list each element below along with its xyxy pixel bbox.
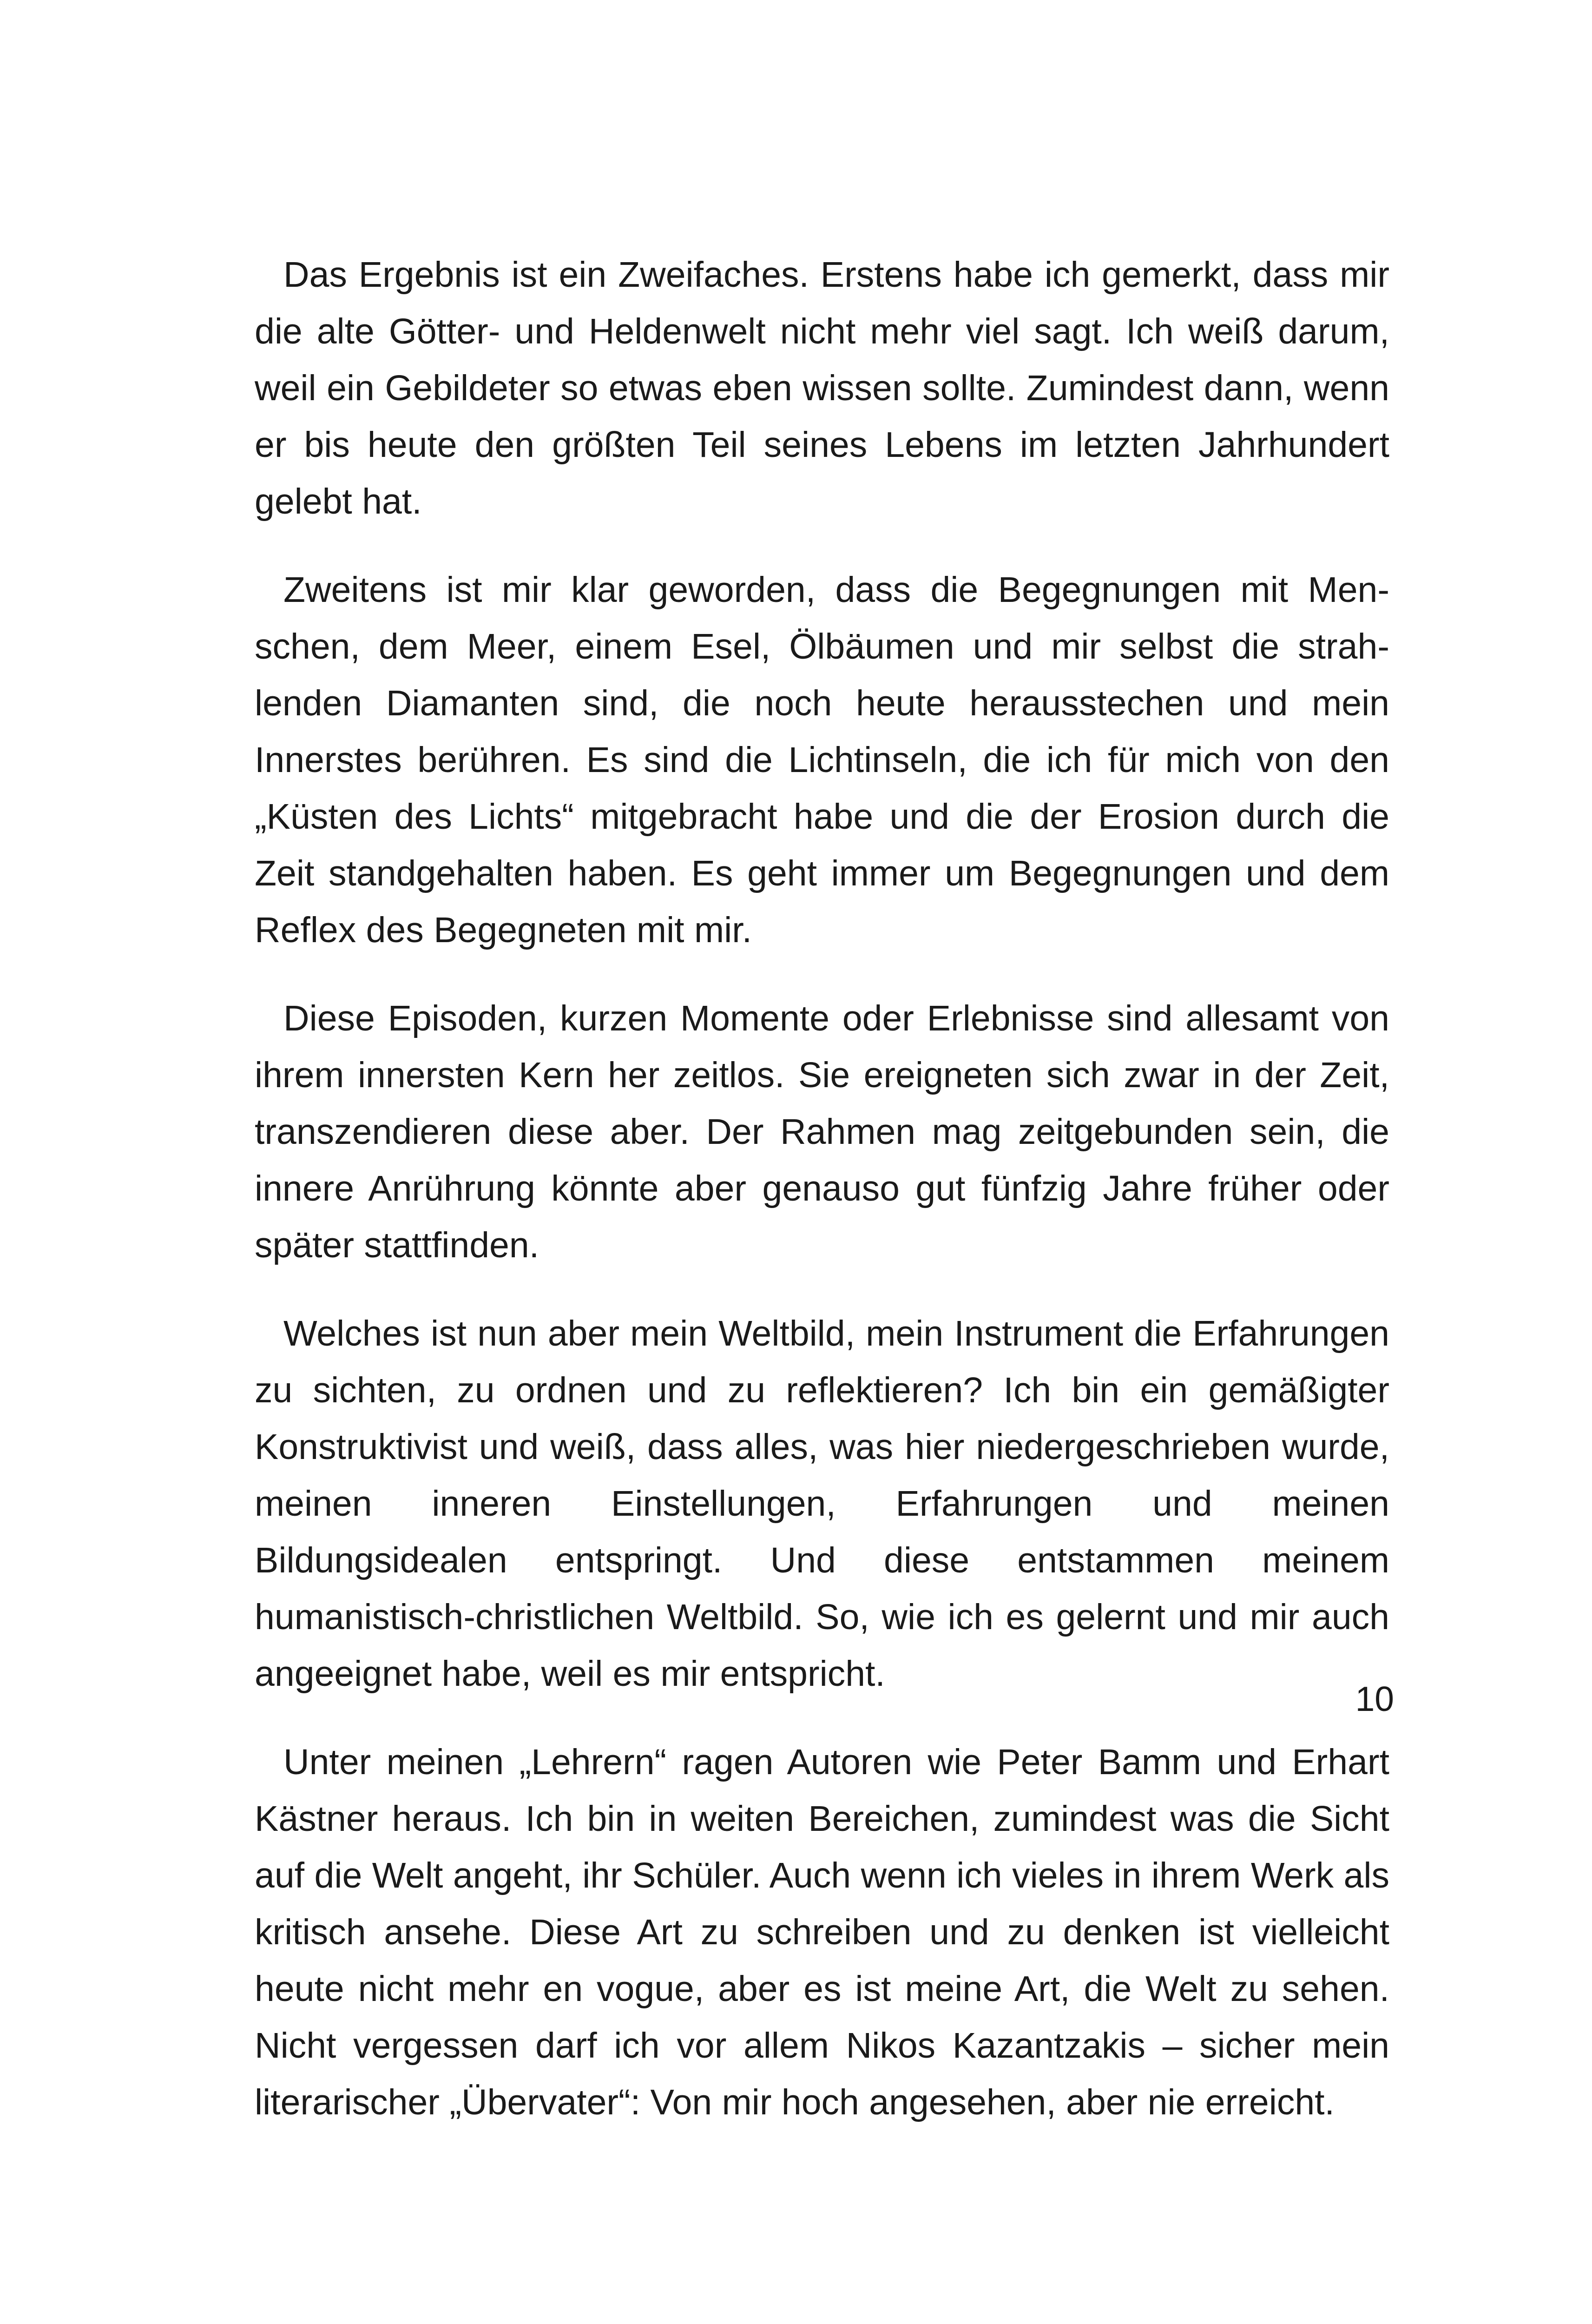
paragraph-1: Das Ergebnis ist ein Zweifaches. Erstens habe ich gemerkt, dass mir die alte Götter- und Heldenwelt nicht mehr viel sagt. Ich weiß darum, weil ein Gebildeter so etwas eben wissen sollte. Zumindest dann, wenn er bis heute den größten Teil seines Lebens im letzten Jahrhundert gelebt hat. [255,255,1389,522]
paragraph-4: Welches ist nun aber mein Weltbild, mein Instrument die Erfahrungen zu sichten, zu ordnen und zu reflektieren? Ich bin ein gemäßigter Konstruktivist und weiß, dass alles, was hier niedergeschrieben wurde, meinen inneren Einstellungen, Erfahrungen und meinen Bildungsidealen entspringt. Und diese entstammen meinem humanistisch-christlichen Weltbild. So, wie ich es gelernt und mir auch angeeignet habe, weil es mir entspricht. [255,1314,1389,1694]
paragraph-3: Diese Episoden, kurzen Momente oder Erlebnisse sind allesamt von ihrem innersten Kern her zeitlos. Sie ereigneten sich zwar in der Zeit, transzendieren diese aber. Der Rahmen mag zeitgebunden sein, die innere Anrührung könnte aber genauso gut fünfzig Jahre früher oder später stattfinden. [255,998,1389,1265]
page-number: 10 [1355,1679,1394,1718]
paragraph-5: Unter meinen „Lehrern“ ragen Autoren wie Peter Bamm und Erhart Kästner heraus. Ich bin in weiten Bereichen, zumindest was die Sicht auf die Welt angeht, ihr Schüler. Auch wenn ich vieles in ihrem Werk als kritisch ansehe. Diese Art zu schreiben und zu denken ist vielleicht heute nicht mehr en vogue, aber es ist meine Art, die Welt zu sehen. Nicht vergessen darf ich vor allem Nikos Kazantzakis – sicher mein literarischer „Übervater“: Von mir hoch angesehen, aber nie erreicht. [255,1742,1389,2122]
paragraph-2: Zweitens ist mir klar geworden, dass die Begegnungen mit Menschen, dem Meer, einem Esel, Ölbäumen und mir selbst die strahlenden Diamanten sind, die noch heute herausstechen und mein Innerstes berühren. Es sind die Lichtinseln, die ich für mich von den „Küsten des Lichts“ mitgebracht habe und die der Erosion durch die Zeit standgehalten haben. Es geht immer um Begegnungen und dem Reflex des Begegneten mit mir. [255,570,1389,950]
body-text [255,246,1389,2162]
